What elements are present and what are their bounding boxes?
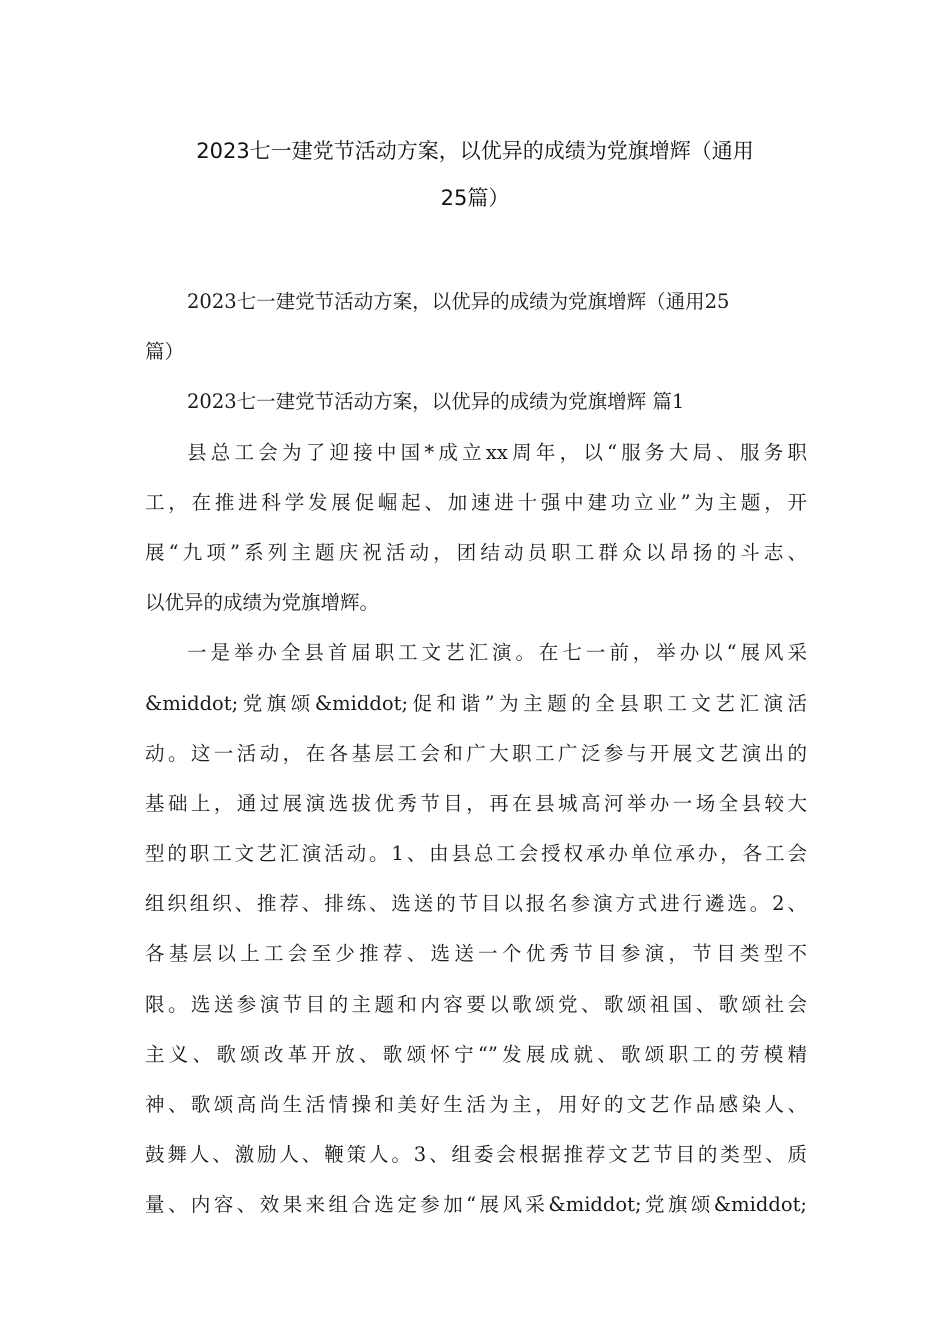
body-line: &middot;党旗颂&middot;促和谐”为主题的全县职工文艺汇演活 — [145, 691, 807, 715]
title-line-2: 25篇） — [440, 186, 510, 210]
body-line: 神、歌颂高尚生活情操和美好生活为主，用好的文艺作品感染人、 — [145, 1093, 807, 1116]
document-title — [145, 128, 805, 222]
body-line: 各基层以上工会至少推荐、选送一个优秀节目参演，节目类型不 — [145, 942, 807, 966]
body-line: 一是举办全县首届职工文艺汇演。在七一前，举办以“展风采 — [187, 641, 807, 665]
body-line: 篇） — [145, 340, 185, 364]
body-line: 主义、歌颂改革开放、歌颂怀宁“”发展成就、歌颂职工的劳模精 — [145, 1042, 807, 1066]
body-line: 以优异的成绩为党旗增辉。 — [145, 591, 380, 615]
title-line-1: 2023七一建党节活动方案，以优异的成绩为党旗增辉（通用 — [196, 139, 754, 163]
body-line: 鼓舞人、激励人、鞭策人。3、组委会根据推荐文艺节目的类型、质 — [145, 1143, 807, 1167]
body-line: 县总工会为了迎接中国*成立xx周年，以“服务大局、服务职 — [187, 440, 807, 464]
body-line: 基础上，通过展演选拔优秀节目，再在县城高河举办一场全县较大 — [145, 791, 807, 815]
body-line: 型的职工文艺汇演活动。1、由县总工会授权承办单位承办，各工会 — [145, 842, 807, 866]
body-line: 组织组织、推荐、排练、选送的节目以报名参演方式进行遴选。2、 — [145, 892, 807, 916]
body-line: 限。选送参演节目的主题和内容要以歌颂党、歌颂祖国、歌颂社会 — [145, 992, 807, 1016]
section-heading: 2023七一建党节活动方案，以优异的成绩为党旗增辉 篇1 — [187, 390, 685, 414]
body-line: 动。这一活动，在各基层工会和广大职工广泛参与开展文艺演出的 — [145, 741, 807, 765]
document-body — [145, 277, 807, 1231]
body-line: 量、内容、效果来组合选定参加“展风采&middot;党旗颂&middot; — [145, 1193, 807, 1217]
body-line: 2023七一建党节活动方案，以优异的成绩为党旗增辉（通用25 — [187, 290, 730, 313]
body-line: 工，在推进科学发展促崛起、加速进十强中建功立业”为主题，开 — [145, 490, 807, 514]
body-line: 展“九项”系列主题庆祝活动，团结动员职工群众以昂扬的斗志、 — [145, 540, 807, 564]
